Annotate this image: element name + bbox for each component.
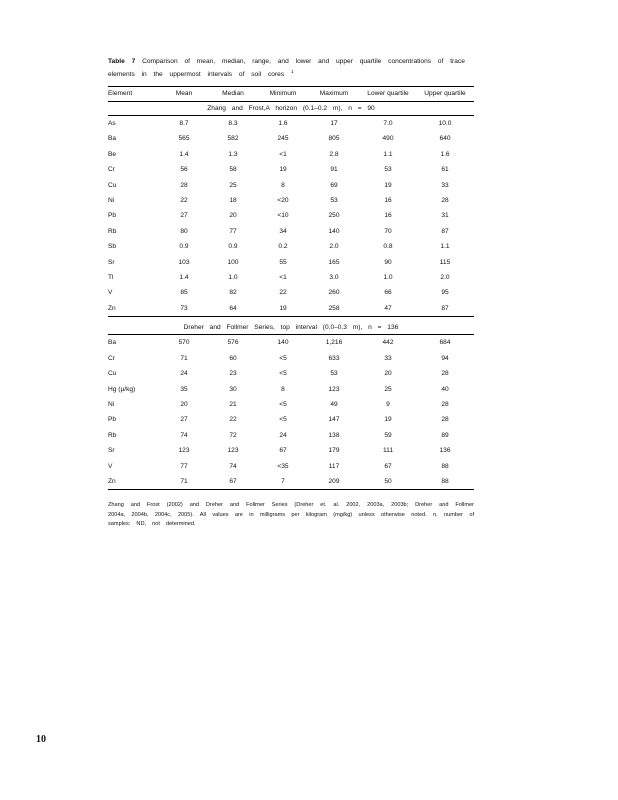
element-name-cell: Sr	[108, 447, 115, 455]
element-name-cell: Zn	[108, 304, 116, 312]
header-upper-quartile: Upper quartile	[416, 87, 474, 102]
value-cell: 1.0	[383, 274, 393, 282]
value-cell: 258	[328, 304, 340, 312]
value-cell: 19	[384, 181, 392, 189]
value-cell: 2.0	[440, 274, 450, 282]
value-cell: 89	[441, 431, 449, 439]
table-caption	[108, 57, 474, 80]
value-cell: 111	[382, 447, 394, 455]
value-cell: 8.3	[228, 120, 238, 127]
element-name-cell: Ba	[108, 339, 117, 347]
table-row	[108, 443, 474, 458]
value-cell: 19	[384, 416, 392, 424]
value-cell: 22	[279, 289, 287, 297]
element-name-cell: Cu	[108, 370, 117, 378]
header-lower-quartile: Lower quartile	[360, 87, 416, 102]
element-name-cell: Be	[108, 150, 117, 158]
trace-elements-table	[108, 86, 474, 490]
value-cell: 28	[441, 197, 449, 205]
table-row	[108, 131, 474, 146]
value-cell: 1.4	[179, 150, 189, 158]
value-cell: 19	[279, 304, 287, 312]
value-cell: 123	[178, 447, 190, 455]
value-cell: 91	[330, 166, 338, 174]
value-cell: 35	[180, 385, 188, 393]
value-cell: 140	[277, 339, 289, 347]
value-cell: 71	[180, 354, 188, 362]
table-row	[108, 474, 474, 490]
value-cell: 21	[229, 400, 237, 408]
value-cell: 209	[308, 474, 360, 490]
header-element: Element	[108, 87, 160, 102]
value-cell: 1.3	[228, 150, 238, 158]
section-title: Dreher and Follmer Series, top interval (0.0–0.3 m), n = 136	[108, 317, 474, 335]
section-title-row	[108, 317, 474, 335]
table-row	[108, 301, 474, 317]
value-cell: 28	[441, 370, 449, 378]
element-name-cell: V	[108, 289, 113, 297]
value-cell: 0.2	[278, 243, 288, 251]
value-cell: 87	[441, 304, 449, 312]
value-cell: 67	[208, 474, 258, 490]
element-name-cell: Cr	[108, 354, 115, 362]
value-cell: 82	[229, 289, 237, 297]
value-cell: 570	[178, 339, 190, 347]
value-cell: 73	[180, 304, 188, 312]
value-cell: <35	[277, 462, 289, 470]
value-cell: 47	[384, 304, 392, 312]
value-cell: 684	[439, 339, 451, 347]
value-cell: 33	[384, 354, 392, 362]
value-cell: 90	[384, 258, 392, 266]
element-name-cell: Ba	[108, 135, 117, 143]
value-cell: 138	[328, 431, 340, 439]
table-row	[108, 162, 474, 177]
value-cell: 10.0	[438, 120, 452, 127]
value-cell: 140	[328, 227, 340, 235]
header-mean: Mean	[160, 87, 208, 102]
element-name-cell: Sb	[108, 243, 117, 251]
value-cell: 20	[229, 212, 237, 220]
value-cell: 88	[441, 462, 449, 470]
value-cell: 53	[330, 197, 338, 205]
value-cell: 16	[384, 197, 392, 205]
table-footnote: Zhang and Frost (2002) and Dreher and Follmer Series (Dreher et. al. 2002, 2003a, 2003b; Dreher and Follmer 2004a, 2004b, 2004c, 2005). All values are in milligrams per kilogram (mg/kg) unless otherwise noted. n, number of samples; ND, not determined.	[108, 502, 474, 527]
value-cell: <5	[279, 370, 287, 378]
value-cell: 27	[180, 416, 188, 424]
value-cell: 49	[330, 400, 338, 408]
table-row	[108, 459, 474, 474]
value-cell: 442	[382, 339, 394, 347]
caption-footnote-mark: 1	[290, 69, 294, 74]
value-cell: 55	[279, 258, 287, 266]
element-name-cell: As	[108, 120, 116, 127]
value-cell: <5	[279, 354, 287, 362]
value-cell: 0.9	[179, 243, 189, 251]
table-row	[108, 397, 474, 412]
value-cell: 59	[384, 431, 392, 439]
table-row	[108, 224, 474, 239]
element-name-cell: Pb	[108, 212, 117, 220]
value-cell: 19	[279, 166, 287, 174]
value-cell: 87	[441, 227, 449, 235]
value-cell: 8	[281, 181, 285, 189]
value-cell: 72	[229, 431, 237, 439]
table-row	[108, 366, 474, 381]
element-name-cell: Pb	[108, 416, 117, 424]
value-cell: 22	[229, 416, 237, 424]
value-cell: 31	[441, 212, 449, 220]
element-name-cell: Rb	[108, 431, 117, 439]
value-cell: 27	[180, 212, 188, 220]
table-row	[108, 351, 474, 366]
value-cell: 80	[180, 227, 188, 235]
value-cell: 60	[229, 354, 237, 362]
value-cell: 1,216	[325, 339, 343, 347]
value-cell: 123	[227, 447, 239, 455]
table-row	[108, 255, 474, 270]
value-cell: 2.0	[329, 243, 339, 251]
value-cell: 0.9	[228, 243, 238, 251]
value-cell: 17	[330, 120, 338, 127]
value-cell: 115	[439, 258, 451, 266]
value-cell: 1.1	[383, 150, 393, 158]
element-name-cell: Ni	[108, 197, 115, 205]
value-cell: 100	[227, 258, 239, 266]
table-row	[108, 193, 474, 208]
value-cell: 117	[328, 462, 340, 470]
value-cell: 25	[384, 385, 392, 393]
header-minimum: Minimum	[258, 87, 308, 102]
value-cell: 7.0	[383, 120, 393, 127]
section-title: Zhang and Frost,A horizon (0.1–0.2 m), n = 90	[108, 102, 474, 116]
table-header-row	[108, 87, 474, 102]
value-cell: 1.6	[440, 150, 450, 158]
value-cell: 20	[180, 400, 188, 408]
table-row	[108, 147, 474, 162]
element-name-cell: Tl	[108, 274, 114, 282]
element-name-cell: Hg (µ/kg)	[108, 385, 136, 393]
value-cell: 85	[180, 289, 188, 297]
value-cell: 136	[439, 447, 451, 455]
value-cell: 565	[178, 135, 190, 143]
value-cell: 66	[384, 289, 392, 297]
table-row	[108, 239, 474, 254]
element-name-cell: Rb	[108, 227, 117, 235]
element-name-cell: Cu	[108, 181, 117, 189]
value-cell: 245	[277, 135, 289, 143]
table-row	[108, 178, 474, 193]
value-cell: <1	[279, 274, 287, 282]
value-cell: 67	[384, 462, 392, 470]
value-cell: 250	[328, 212, 340, 220]
value-cell: 56	[180, 166, 188, 174]
value-cell: 53	[330, 370, 338, 378]
value-cell: 1.0	[228, 274, 238, 282]
value-cell: 24	[279, 431, 287, 439]
section-title-row	[108, 102, 474, 116]
value-cell: 490	[382, 135, 394, 143]
value-cell: 30	[229, 385, 237, 393]
value-cell: <5	[279, 400, 287, 408]
value-cell: 24	[180, 370, 188, 378]
value-cell: 22	[180, 197, 188, 205]
value-cell: 8.7	[179, 120, 189, 127]
value-cell: 9	[386, 400, 390, 408]
value-cell: 28	[180, 181, 188, 189]
header-median: Median	[208, 87, 258, 102]
table-row	[108, 382, 474, 397]
value-cell: 123	[328, 385, 340, 393]
value-cell: 20	[384, 370, 392, 378]
value-cell: 67	[279, 447, 287, 455]
value-cell: 633	[328, 354, 340, 362]
value-cell: 805	[328, 135, 340, 143]
value-cell: 0.8	[383, 243, 393, 251]
value-cell: 7	[258, 474, 308, 490]
value-cell: 147	[328, 416, 340, 424]
value-cell: 77	[180, 462, 188, 470]
value-cell: 50	[360, 474, 416, 490]
table-caption-text: Comparison of mean, median, range, and lower and upper quartile concentrations of trace elements in the uppermost intervals of soil cores	[108, 58, 465, 79]
table-row	[108, 116, 474, 132]
value-cell: 40	[441, 385, 449, 393]
value-cell: 16	[384, 212, 392, 220]
value-cell: 260	[328, 289, 340, 297]
value-cell: 70	[384, 227, 392, 235]
value-cell: 3.0	[329, 274, 339, 282]
value-cell: 8	[281, 385, 285, 393]
value-cell: <10	[277, 212, 289, 220]
value-cell: 95	[441, 289, 449, 297]
value-cell: 1.1	[440, 243, 450, 251]
value-cell: 28	[441, 416, 449, 424]
value-cell: 71	[160, 474, 208, 490]
header-maximum: Maximum	[308, 87, 360, 102]
value-cell: 61	[441, 166, 449, 174]
value-cell: <5	[279, 416, 287, 424]
table-row	[108, 412, 474, 427]
value-cell: 25	[229, 181, 237, 189]
value-cell: 74	[229, 462, 237, 470]
value-cell: <1	[279, 150, 287, 158]
element-name-cell: Zn	[108, 474, 160, 490]
table-row	[108, 285, 474, 300]
value-cell: 576	[227, 339, 239, 347]
table-row	[108, 208, 474, 223]
element-name-cell: V	[108, 462, 113, 470]
value-cell: 1.4	[179, 274, 189, 282]
table-row	[108, 270, 474, 285]
value-cell: 58	[229, 166, 237, 174]
value-cell: 582	[227, 135, 239, 143]
value-cell: 94	[441, 354, 449, 362]
value-cell: 88	[416, 474, 474, 490]
value-cell: 179	[328, 447, 340, 455]
value-cell: 53	[384, 166, 392, 174]
value-cell: 28	[441, 400, 449, 408]
value-cell: 2.8	[329, 150, 339, 158]
value-cell: 69	[330, 181, 338, 189]
value-cell: 640	[439, 135, 451, 143]
element-name-cell: Sr	[108, 258, 115, 266]
value-cell: 74	[180, 431, 188, 439]
value-cell: 18	[229, 197, 237, 205]
value-cell: 64	[229, 304, 237, 312]
value-cell: 33	[441, 181, 449, 189]
value-cell: 165	[328, 258, 340, 266]
table-row	[108, 428, 474, 443]
value-cell: 77	[229, 227, 237, 235]
page-number: 10	[36, 734, 46, 745]
value-cell: 1.6	[278, 120, 288, 127]
value-cell: 103	[178, 258, 190, 266]
value-cell: 23	[229, 370, 237, 378]
element-name-cell: Ni	[108, 400, 115, 408]
element-name-cell: Cr	[108, 166, 115, 174]
table-label: Table 7	[108, 58, 136, 65]
value-cell: <20	[277, 197, 289, 205]
table-row	[108, 335, 474, 351]
value-cell: 34	[279, 227, 287, 235]
